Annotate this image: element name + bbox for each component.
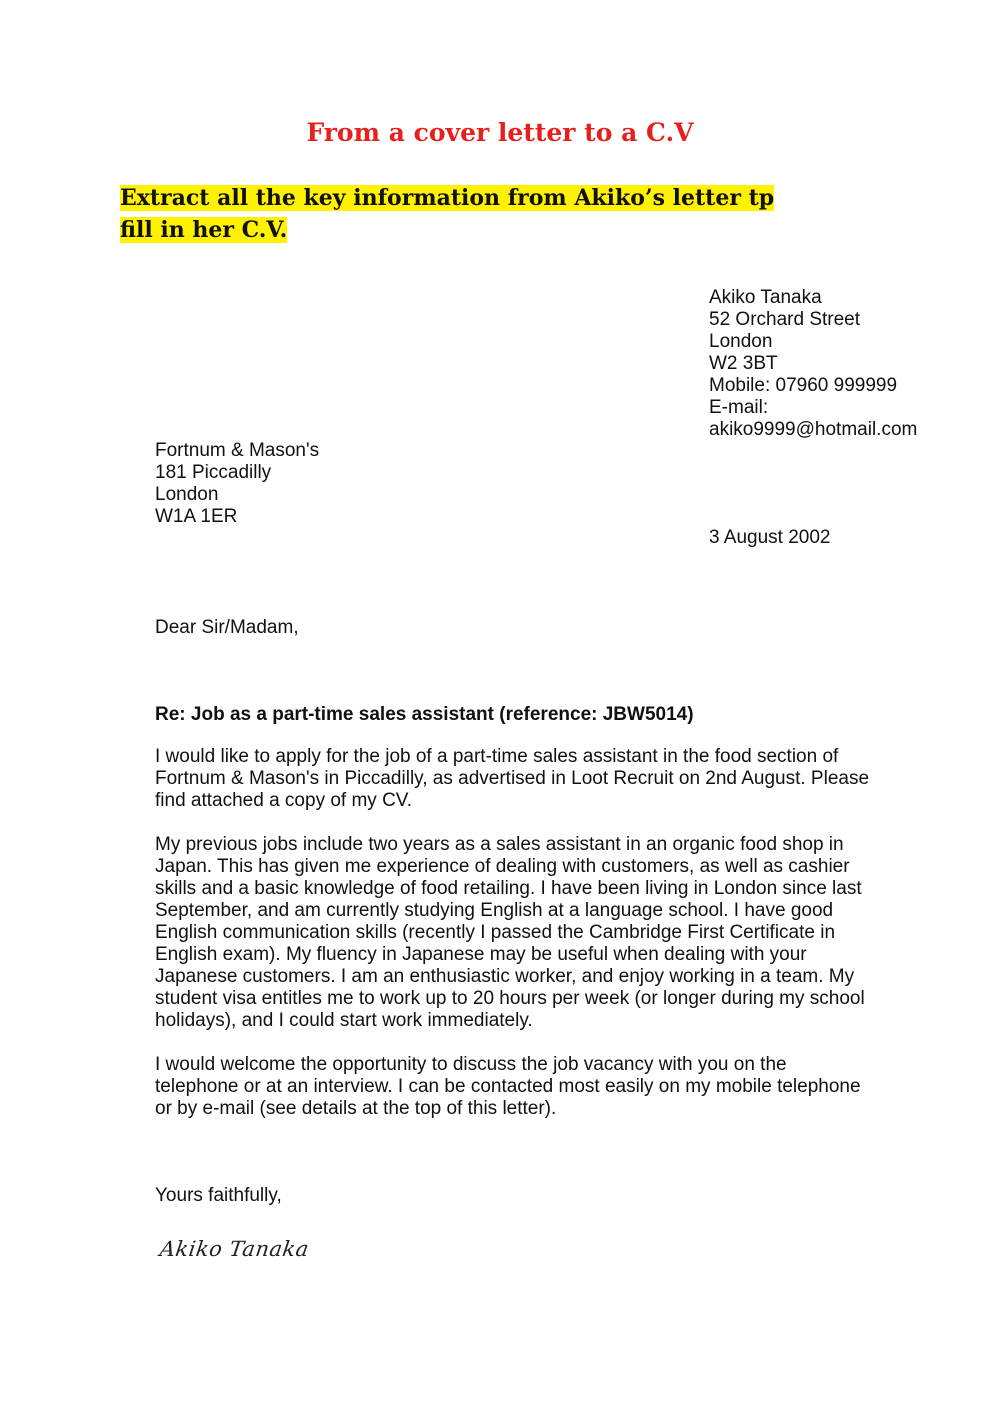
sender-email-label: E-mail:	[709, 397, 769, 418]
paragraph-3	[155, 1054, 861, 1120]
paragraph-line: telephone or at an interview. I can be contacted most easily on my mobile telephone	[155, 1076, 861, 1097]
recipient-city: London	[155, 484, 219, 505]
paragraph-line: Fortnum & Mason's in Piccadilly, as advertised in Loot Recruit on 2nd August. Please	[155, 768, 870, 789]
paragraph-line: I would like to apply for the job of a part-time sales assistant in the food section of	[155, 746, 839, 767]
paragraph-line: English exam). My fluency in Japanese may be useful when dealing with your	[155, 944, 807, 965]
sender-city: London	[709, 331, 773, 352]
sender-address	[709, 287, 917, 441]
sender-mobile: Mobile: 07960 999999	[709, 375, 898, 396]
paragraph-line: skills and a basic knowledge of food retailing. I have been living in London since last	[155, 878, 862, 899]
worksheet-title: From a cover letter to a C.V	[306, 118, 694, 147]
paragraph-line: I would welcome the opportunity to discuss the job vacancy with you on the	[155, 1054, 787, 1075]
paragraph-line: September, and am currently studying English at a language school. I have good	[155, 900, 834, 921]
paragraph-1	[155, 746, 869, 812]
paragraph-line: or by e-mail (see details at the top of this letter).	[155, 1098, 557, 1119]
sender-street: 52 Orchard Street	[709, 309, 861, 330]
closing: Yours faithfully,	[155, 1185, 282, 1206]
sender-name: Akiko Tanaka	[709, 287, 822, 308]
paragraph-line: Japanese customers. I am an enthusiastic worker, and enjoy working in a team. My	[155, 966, 855, 987]
paragraph-line: find attached a copy of my CV.	[155, 790, 413, 811]
sender-email: akiko9999@hotmail.com	[709, 419, 918, 440]
recipient-address	[155, 440, 319, 528]
recipient-street: 181 Piccadilly	[155, 462, 272, 483]
paragraph-line: holidays), and I could start work immediately.	[155, 1010, 533, 1031]
instruction-line-1: Extract all the key information from Akiko’s letter tp	[120, 185, 775, 211]
instruction-line-2: fill in her C.V.	[120, 217, 288, 243]
paragraph-line: My previous jobs include two years as a sales assistant in an organic food shop in	[155, 834, 844, 855]
paragraph-2	[155, 834, 865, 1032]
recipient-company: Fortnum & Mason's	[155, 440, 320, 461]
letter-date: 3 August 2002	[709, 527, 831, 548]
salutation: Dear Sir/Madam,	[155, 617, 299, 638]
paragraph-line: student visa entitles me to work up to 20 hours per week (or longer during my school	[155, 988, 865, 1009]
subject-line: Re: Job as a part-time sales assistant (reference: JBW5014)	[155, 704, 694, 725]
instruction-text	[120, 182, 860, 246]
recipient-postcode: W1A 1ER	[155, 506, 238, 527]
handwritten-signature: Akiko Tanaka	[158, 1237, 311, 1261]
paragraph-line: English communication skills (recently I passed the Cambridge First Certificate in	[155, 922, 836, 943]
sender-postcode: W2 3BT	[709, 353, 778, 374]
paragraph-line: Japan. This has given me experience of dealing with customers, as well as cashier	[155, 856, 850, 877]
